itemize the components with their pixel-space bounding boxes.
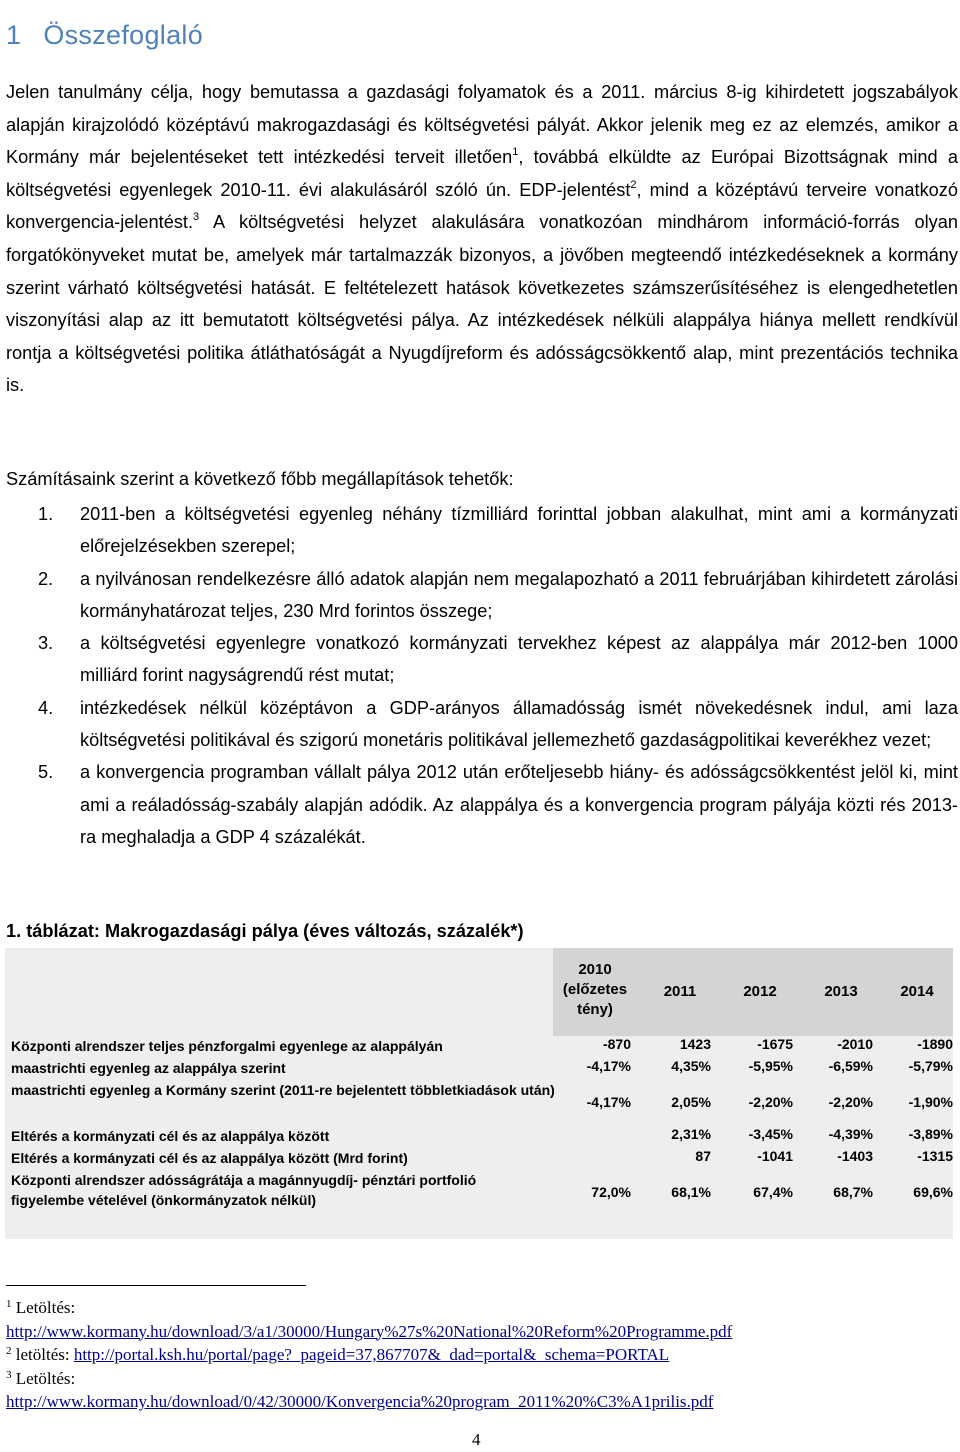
footnotes [6,1296,956,1414]
footnote-1: $^1$ Letöltés: [6,1298,76,1317]
footnote-2-link[interactable]: http://portal.ksh.hu/portal/page?_pageid=37,867707&_dad=portal&_schema=PORTAL [73,1345,670,1364]
footnote-3: $^3$ Letöltés: [6,1368,76,1388]
list-item: 1. 2011-ben a költségvetési egyenleg néhány tízmilliárd forinttal jobban alakulhat, mint ami a kormányzati előrejelzésekben szerepel; [38,504,958,557]
footnote-1-link[interactable]: http://www.kormany.hu/download/3/a1/30000/Hungary%27s%20National%20Reform%20Programme.pdf [6,1321,733,1341]
footnote-ref-3[interactable]: 3 [193,211,200,224]
col-header-2014: 2014 [900,983,934,1000]
findings-lead: Számításaink szerint a következő főbb megállapítások tehetők: [6,469,514,489]
list-item: 4. intézkedések nélkül középtávon a GDP-arányos államadósság ismét növekedésnek indul, ami laza költségvetési politikával és szigorú monetáris politikával jellemezhető gazdaságpolitikai keverékhez vezet; [38,697,958,751]
footnote-ref-2[interactable]: 2 [630,178,637,191]
section-number: 1 [6,20,22,51]
footnote-3-link[interactable]: http://www.kormany.hu/download/0/42/30000/Konvergencia%20program_2011%20%C3%A1prilis.pdf [6,1392,714,1411]
page-number: 4 [472,1430,481,1449]
section-title: Összefoglaló [43,20,204,51]
col-header-2011: 2011 [663,983,697,1000]
footnote-ref-1[interactable]: 1 [512,146,519,159]
footnote-2: $^2$ letöltés: http://portal.ksh.hu/portal/page?_pageid=37,867707&_dad=portal&_schema=PORTAL [6,1345,670,1364]
list-item: 3. a költségvetési egyenlegre vonatkozó kormányzati tervekhez képest az alappálya már 2012-ben 1000 milliárd forint nagyságrendű rést mutat; [38,633,958,686]
intro-paragraph: Jelen tanulmány célja, hogy bemutassa a gazdasági folyamatok és a 2011. március 8-ig kihirdetett jogszabályok alapján kirajzolódó középtávú makrogazdasági és költségvetési pályát. Akkor jelenik meg ez az elemzés, amikor a Kormány már bejelentéseket tett intézkedési terveit illetően$^1$, továbbá elküldte az Európai Bizottságnak mind a költségvetési egyenlegek 2010-11. évi alakulásáról szóló ún. EDP-jelentést$^2$, mind a középtávú terveire vonatkozó konvergencia-jelentést.$^3$ A költségvetési helyzet alakulására vonatkozóan mindhárom információ-forrás olyan forgatókönyveket mutat be, amelyek már tartalmazzák bizonyos, a jövőben megteendő intézkedéseknek a kormány szerint várható költségvetési hatását. E feltételezett hatások következetes számszerűsítéséhez is elengedhetetlen viszonyítási alap az itt bemutatott költségvetési pálya. Az intézkedések nélküli alappálya hiánya mellett rendkívül rontja a költségvetési politika átláthatóságát a Nyugdíjreform és adósságcsökkentő alap, mint prezentációs technika is. [6,82,958,396]
section-heading [6,20,203,51]
col-header-2013: 2013 [824,983,858,1000]
col-header-2010: 2010 (előzetes tény) [562,961,628,1018]
findings-list [6,498,958,853]
table-title: 1. táblázat: Makrogazdasági pálya (éves változás, százalék*) [6,921,524,941]
col-header-2012: 2012 [743,983,777,1000]
list-item: 2. a nyilvánosan rendelkezésre álló adatok alapján nem megalapozható a 2011 februárjában kihirdetett zárolási kormányhatározat teljes, 230 Mrd forintos összege; [38,568,958,621]
macro-table: 2010 (előzetes tény) 2011 2012 2013 2014 Központi alrendszer teljes pénzforgalmi egyenlege az alappályán -870 1423 -1675 -2010 -1890 maastrichti egyenleg az alappálya szerint -4,17% 4,35% -5,95% -6,59% -5,79% maastrichti egyenleg a Kormány szerint (2011-re bejelentett többletkiadások után) -4,17% 2,05% -2,20% -2,20% -1,90% Eltérés a kormányzati cél és az alappálya között 2,31% -3,45% -4,39% -3,89% Eltérés a kormányzati cél és az alappálya között (Mrd forint) 87 -1041 -1403 -1315 Központi alrendszer adósságrátája a magánnyugdíj- pénztári portfolió figyelembe vételével (önkormányzatok nélkül) 72,0% 68,1% 67,4% 68,7% 69,6% [5,948,953,1239]
footnote-separator [6,1285,306,1286]
list-item: 5. a konvergencia programban vállalt pálya 2012 után erőteljesebb hiány- és adósságcsökkentést jelöl ki, mint ami a reáladósság-szabály alapján adódik. Az alappálya és a konvergencia program pályája közti rés 2013-ra meghaladja a GDP 4 százalékát. [38,762,958,847]
